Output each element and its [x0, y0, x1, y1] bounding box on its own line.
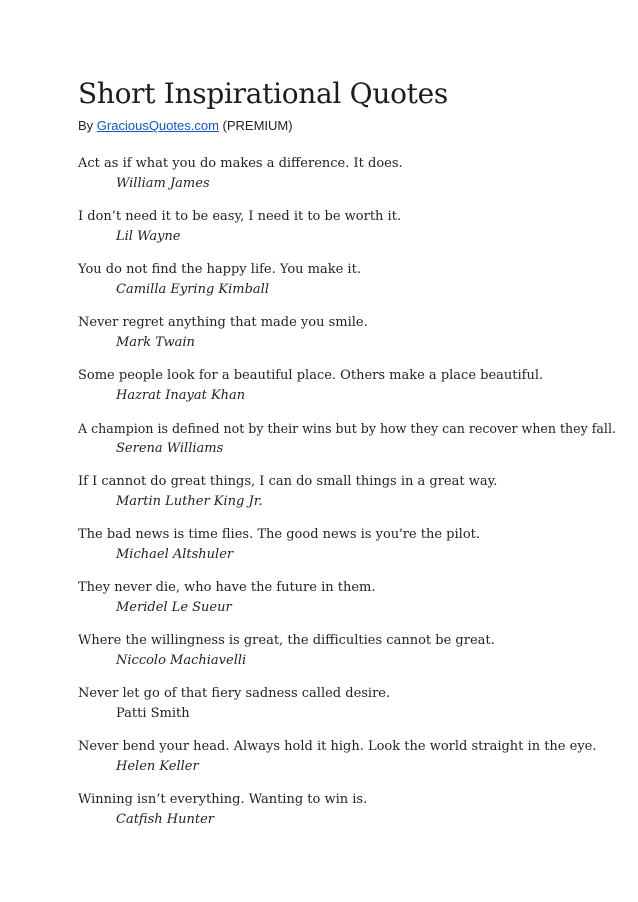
- quote-item: [78, 737, 618, 790]
- quote-item: [78, 684, 618, 737]
- quote-author: Serena Williams: [116, 441, 224, 456]
- quote-text: Never let go of that fiery sadness called desire.: [78, 686, 391, 701]
- quote-text: They never die, who have the future in them.: [78, 580, 376, 595]
- quote-author: Hazrat Inayat Khan: [116, 388, 246, 403]
- quote-text: A champion is defined not by their wins but by how they can recover when they fall.: [78, 421, 616, 436]
- quote-list: [78, 154, 618, 843]
- quote-item: [78, 419, 618, 472]
- quote-text: The bad news is time flies. The good news is you're the pilot.: [78, 527, 481, 542]
- quote-text: I don’t need it to be easy, I need it to be worth it.: [78, 209, 402, 224]
- byline: [78, 117, 618, 135]
- quote-author: Meridel Le Sueur: [116, 600, 232, 615]
- quote-text: Winning isn’t everything. Wanting to win is.: [78, 792, 368, 807]
- quote-author: Michael Altshuler: [116, 547, 234, 562]
- quote-item: [78, 525, 618, 578]
- quote-item: [78, 578, 618, 631]
- quote-text: Some people look for a beautiful place. Others make a place beautiful.: [78, 368, 544, 383]
- quote-author: Patti Smith: [116, 706, 190, 721]
- quote-text: Never bend your head. Always hold it high. Look the world straight in the eye.: [78, 739, 597, 754]
- quote-author: Lil Wayne: [116, 229, 181, 244]
- source-link[interactable]: GraciousQuotes.com: [96, 118, 219, 133]
- quote-item: [78, 154, 618, 207]
- byline-prefix: By: [78, 118, 94, 133]
- quote-item: [78, 366, 618, 419]
- quote-author: Martin Luther King Jr.: [116, 494, 263, 509]
- quote-item: [78, 260, 618, 313]
- document-page: [78, 76, 618, 843]
- quote-item: [78, 790, 618, 843]
- quote-text: You do not find the happy life. You make it.: [78, 262, 361, 277]
- quote-item: [78, 472, 618, 525]
- quote-item: [78, 207, 618, 260]
- quote-text: Never regret anything that made you smile.: [78, 315, 368, 330]
- quote-author: Niccolo Machiavelli: [116, 653, 247, 668]
- quote-text: If I cannot do great things, I can do small things in a great way.: [78, 474, 498, 489]
- byline-suffix: (PREMIUM): [222, 118, 293, 133]
- quote-author: Helen Keller: [116, 759, 199, 774]
- page-title: Short Inspirational Quotes: [78, 77, 448, 110]
- quote-author: William James: [116, 176, 210, 191]
- quote-author: Catfish Hunter: [116, 812, 214, 827]
- quote-author: Camilla Eyring Kimball: [116, 282, 269, 297]
- quote-text: Where the willingness is great, the difficulties cannot be great.: [78, 633, 495, 648]
- quote-text: Act as if what you do makes a difference. It does.: [78, 156, 403, 171]
- quote-item: [78, 313, 618, 366]
- quote-item: [78, 631, 618, 684]
- quote-author: Mark Twain: [116, 335, 195, 350]
